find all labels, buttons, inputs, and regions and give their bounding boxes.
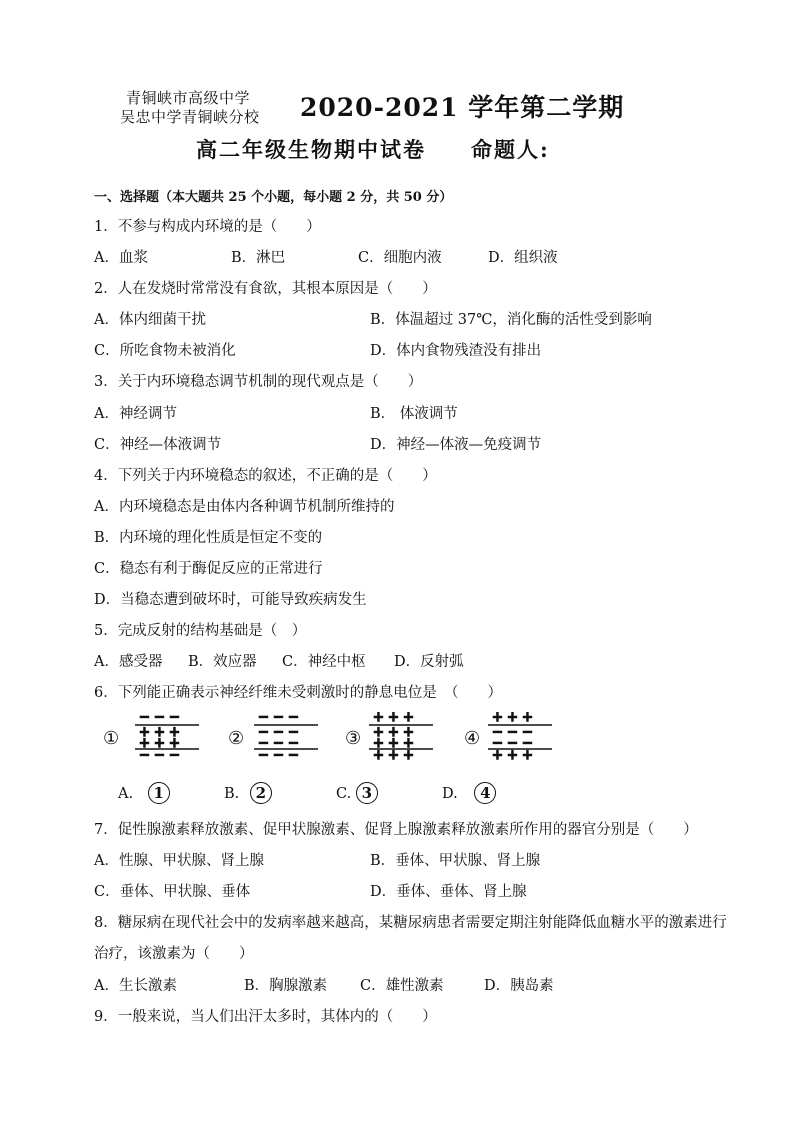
question-6-stem: 6．下列能正确表示神经纤维未受刺激时的静息电位是 （ ） (94, 685, 502, 701)
question-2-option-c: C．所吃食物未被消化 (94, 343, 236, 359)
section-title: 一、选择题（本大题共 25 个小题，每小题 2 分，共 50 分） (94, 190, 453, 205)
question-1-option-b: B．淋巴 (231, 250, 286, 266)
svg-text:− − −: − − − (139, 712, 180, 725)
question-2-option-d: D．体内食物残渣没有排出 (370, 343, 542, 359)
svg-text:+ + +: + + + (139, 725, 180, 740)
option-d-circled-number: 4 (474, 782, 496, 804)
question-4-option-c: C．稳态有利于酶促反应的正常进行 (94, 561, 323, 577)
question-6-option-d (442, 782, 496, 804)
question-3-option-b: B． 体液调节 (370, 406, 458, 422)
question-1-option-d: D．组织液 (488, 250, 558, 266)
question-3-option-c: C．神经—体液调节 (94, 437, 222, 453)
question-7-stem: 7．促性腺激素释放激素、促甲状腺激素、促肾上腺激素释放激素所作用的器官分别是（ ） (94, 822, 698, 838)
question-6-option-b (224, 782, 272, 804)
svg-text:− − −: − − − (139, 748, 180, 760)
question-8-option-c: C．雄性激素 (360, 978, 444, 994)
question-4-option-b: B．内环境的理化性质是恒定不变的 (94, 530, 323, 546)
svg-text:+ + +: + + + (373, 748, 414, 760)
school-name-line1: 青铜峡市高级中学 (126, 89, 251, 107)
question-8-option-a: A．生长激素 (94, 978, 177, 994)
svg-text:+ + +: + + + (492, 748, 533, 760)
option-a-letter: A. (118, 786, 134, 802)
author-label: 命题人: (471, 137, 550, 162)
option-d-letter: D. (442, 786, 458, 802)
svg-text:− − −: − − − (258, 725, 299, 740)
question-2-option-b: B．体温超过 37℃，消化酶的活性受到影响 (370, 312, 652, 328)
question-4-option-a: A．内环境稳态是由体内各种调节机制所维持的 (94, 499, 395, 515)
question-4-stem: 4．下列关于内环境稳态的叙述，不正确的是（ ） (94, 468, 437, 484)
diagram-label-1: ① (103, 728, 120, 749)
diagram-label-3: ③ (345, 728, 362, 749)
svg-text:+ + +: + + + (492, 712, 533, 725)
question-3-stem: 3．关于内环境稳态调节机制的现代观点是（ ） (94, 374, 423, 390)
option-c-circled-number: 3 (356, 782, 378, 804)
question-5-option-b: B．效应器 (188, 654, 257, 670)
option-b-circled-number: 2 (250, 782, 272, 804)
question-3-option-a: A．神经调节 (94, 406, 177, 422)
question-7-option-d: D．垂体、垂体、肾上腺 (370, 884, 527, 900)
membrane-3-charges (367, 712, 435, 760)
option-b-letter: B. (224, 786, 240, 802)
question-5-option-c: C．神经中枢 (282, 654, 366, 670)
question-3-option-d: D．神经—体液—免疫调节 (370, 437, 542, 453)
question-8-stem: 8．糖尿病在现代社会中的发病率越来越高，某糖尿病患者需要定期注射能降低血糖水平的激素进行 (94, 915, 727, 931)
question-1-option-a: A．血浆 (94, 250, 148, 266)
question-2-option-a: A．体内细菌干扰 (94, 312, 206, 328)
svg-text:− − −: − − − (258, 736, 299, 751)
question-4-option-d: D．当稳态遭到破坏时，可能导致疾病发生 (94, 592, 367, 608)
svg-text:− − −: − − − (492, 725, 533, 740)
question-8-option-d: D．胰岛素 (484, 978, 554, 994)
question-5-option-a: A．感受器 (94, 654, 163, 670)
question-7-option-c: C．垂体、甲状腺、垂体 (94, 884, 251, 900)
exam-subtitle: 高二年级生物期中试卷 (196, 137, 426, 162)
question-1-option-c: C．细胞内液 (358, 250, 442, 266)
membrane-2-charges (252, 712, 320, 760)
question-8-option-b: B．胸腺激素 (244, 978, 328, 994)
svg-text:− − −: − − − (492, 736, 533, 751)
question-7-option-a: A．性腺、甲状腺、肾上腺 (94, 853, 264, 869)
option-a-circled-number: 1 (148, 782, 170, 804)
svg-text:+ + +: + + + (373, 725, 414, 740)
school-name-line2: 吴忠中学青铜峡分校 (120, 108, 260, 126)
question-6-option-c (336, 782, 378, 804)
svg-text:+ + +: + + + (373, 736, 414, 751)
question-2-stem: 2．人在发烧时常常没有食欲，其根本原因是（ ） (94, 281, 437, 297)
question-5-option-d: D．反射弧 (394, 654, 464, 670)
svg-text:+ + +: + + + (139, 736, 180, 751)
question-8-stem-continued: 治疗，该激素为（ ） (94, 946, 254, 962)
question-9-stem: 9．一般来说，当人们出汗太多时，其体内的（ ） (94, 1009, 437, 1025)
question-5-stem: 5．完成反射的结构基础是（ ） (94, 623, 307, 639)
diagram-label-2: ② (228, 728, 245, 749)
option-c-letter: C. (336, 786, 352, 802)
term-title: 2020-2021 学年第二学期 (300, 93, 625, 122)
membrane-1-charges (133, 712, 201, 760)
svg-text:− − −: − − − (258, 748, 299, 760)
question-7-option-b: B．垂体、甲状腺、肾上腺 (370, 853, 541, 869)
membrane-4-charges (486, 712, 554, 760)
question-6-option-a (118, 782, 170, 804)
question-1-stem: 1．不参与构成内环境的是（ ） (94, 219, 321, 235)
svg-text:+ + +: + + + (373, 712, 414, 725)
diagram-label-4: ④ (464, 728, 481, 749)
svg-text:− − −: − − − (258, 712, 299, 725)
